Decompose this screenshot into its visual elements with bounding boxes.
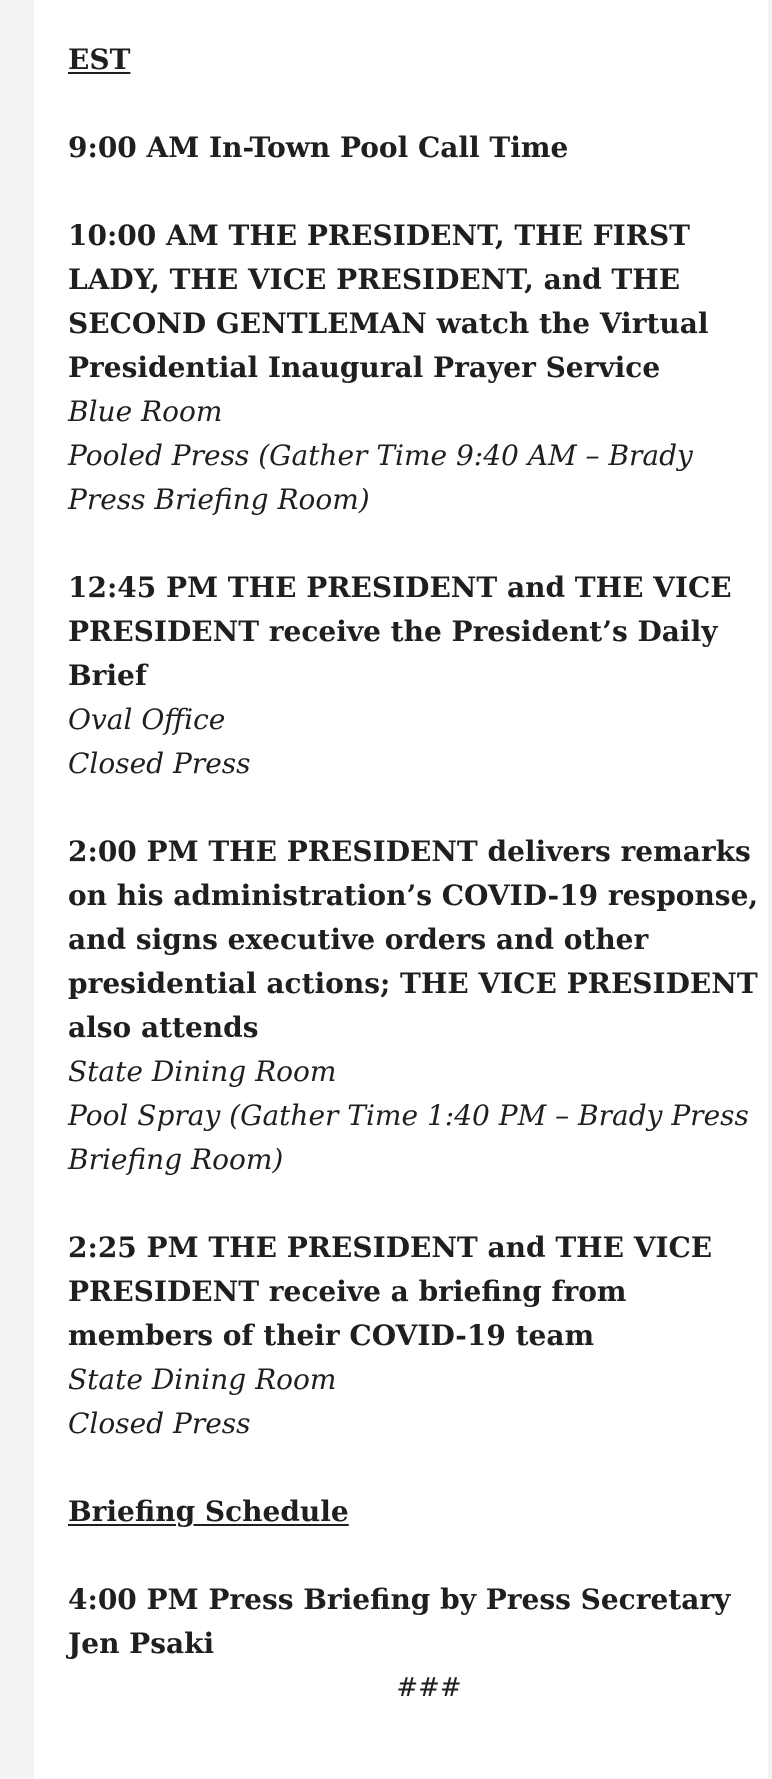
document-page — [34, 0, 768, 1779]
briefing-event-title: 4:00 PM Press Briefing by Press Secretary Jen Psaki — [68, 1583, 731, 1660]
event-title: 2:25 PM THE PRESIDENT and THE VICE PRESIDENT receive a briefing from members of their COVID-19 team — [68, 1231, 713, 1352]
timezone-heading: EST — [68, 43, 131, 76]
schedule-event — [68, 1226, 764, 1446]
event-title: 12:45 PM THE PRESIDENT and THE VICE PRESIDENT receive the President’s Daily Brief — [68, 571, 732, 692]
briefing-schedule-heading: Briefing Schedule — [68, 1495, 349, 1528]
schedule-event — [68, 566, 764, 786]
event-press-access: Closed Press — [68, 1407, 251, 1440]
schedule-event — [68, 214, 764, 522]
event-press-access: Closed Press — [68, 747, 251, 780]
event-location: Oval Office — [68, 703, 226, 736]
schedule-content — [68, 38, 764, 1710]
event-title: 2:00 PM THE PRESIDENT delivers remarks on his administration’s COVID-19 response, and signs executive orders and other presidential actions; THE VICE PRESIDENT also attends — [68, 835, 759, 1044]
schedule-event — [68, 126, 764, 170]
schedule-event — [68, 830, 764, 1182]
event-location: State Dining Room — [68, 1363, 337, 1396]
event-title: 9:00 AM In-Town Pool Call Time — [68, 131, 569, 164]
event-press-access: Pooled Press (Gather Time 9:40 AM – Brady Press Briefing Room) — [68, 439, 693, 516]
event-location: Blue Room — [68, 395, 223, 428]
end-mark: ### — [396, 1673, 462, 1703]
event-location: State Dining Room — [68, 1055, 337, 1088]
event-title: 10:00 AM THE PRESIDENT, THE FIRST LADY, THE VICE PRESIDENT, and THE SECOND GENTLEMAN watch the Virtual Presidential Inaugural Prayer Service — [68, 219, 709, 384]
event-press-access: Pool Spray (Gather Time 1:40 PM – Brady Press Briefing Room) — [68, 1099, 749, 1176]
